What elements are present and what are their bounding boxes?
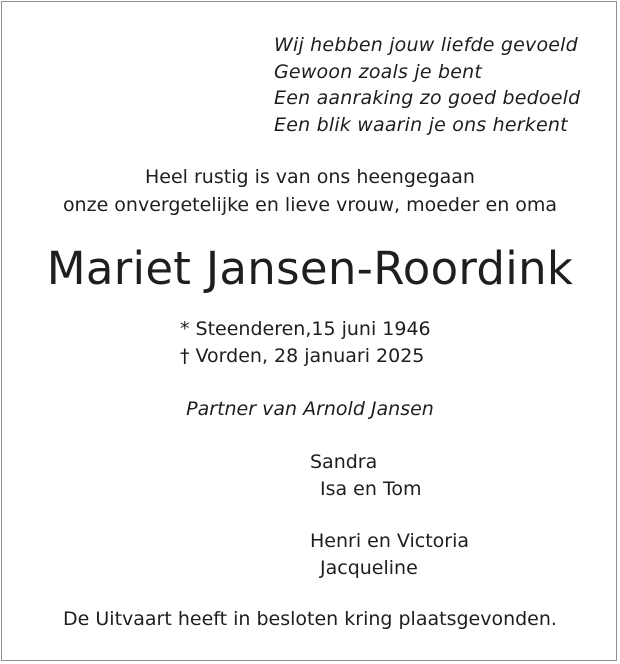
birth-date: * Steenderen,15 juni 1946 — [180, 318, 431, 340]
family-grandchildren: Jacqueline — [320, 557, 418, 579]
poem-line: Wij hebben jouw liefde gevoeld — [274, 34, 578, 56]
family-grandchildren: Isa en Tom — [320, 478, 422, 500]
family-member: Sandra — [310, 451, 378, 473]
closing-line: De Uitvaart heeft in besloten kring plaatsgevonden. — [63, 608, 557, 630]
poem-line: Een aanraking zo goed bedoeld — [274, 87, 581, 109]
deceased-name: Mariet Jansen-Roordink — [46, 242, 574, 295]
poem-line: Gewoon zoals je bent — [274, 61, 482, 83]
partner-line: Partner van Arnold Jansen — [186, 398, 434, 420]
death-date: † Vorden, 28 januari 2025 — [180, 345, 425, 367]
intro-line: onze onvergetelijke en lieve vrouw, moeder en oma — [62, 194, 558, 216]
poem-line: Een blik waarin je ons herkent — [274, 114, 568, 136]
intro-line: Heel rustig is van ons heengegaan — [145, 166, 475, 188]
family-member: Henri en Victoria — [310, 530, 470, 552]
